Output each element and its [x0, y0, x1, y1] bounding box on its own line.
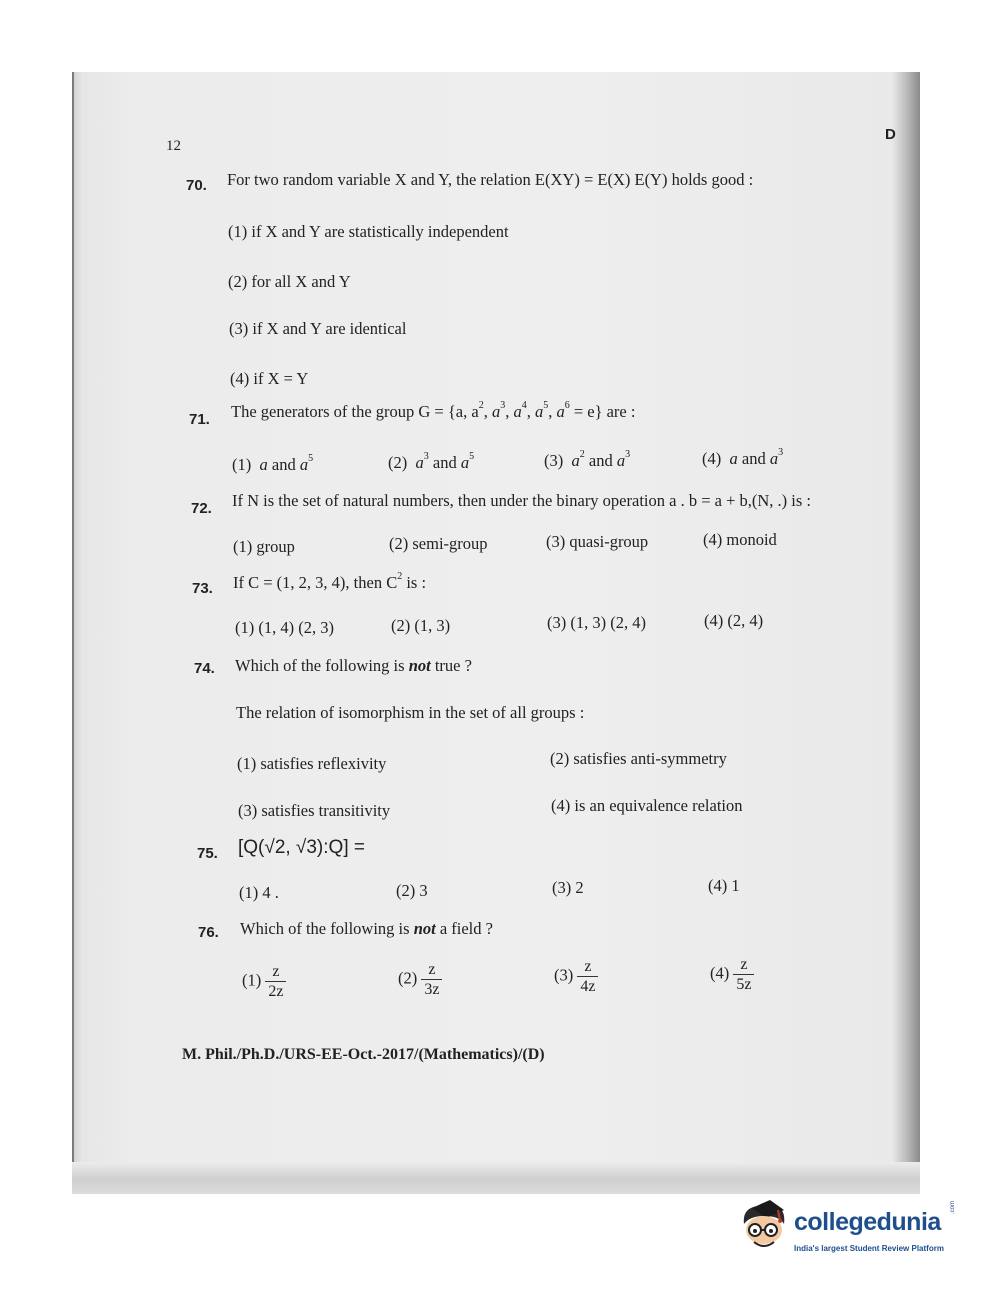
question-number: 74. [194, 660, 215, 677]
question-text [235, 656, 472, 676]
question-text-part: is : [402, 573, 427, 592]
question-text-part: true ? [430, 656, 472, 675]
option-label: (3) [554, 965, 574, 985]
emphasis: not [408, 656, 431, 675]
option-label: (1) [232, 455, 252, 474]
option: (1) (1, 4) (2, 3) [235, 618, 334, 637]
option: (1) if X and Y are statistically independent [228, 222, 509, 241]
page-number: 12 [166, 138, 181, 154]
option [710, 955, 754, 994]
set-code: D [885, 126, 896, 143]
option: (2) $a^3$ and $a^5$ [388, 451, 475, 472]
brand-logo[interactable] [734, 1198, 964, 1262]
option: (4) 1 [708, 876, 740, 895]
option-label: (3) [544, 451, 564, 470]
question-text-part: = e} are : [569, 402, 636, 421]
denominator: 2z [268, 983, 284, 1000]
option: (4) if X = Y [230, 369, 309, 388]
question-subtext: The relation of isomorphism in the set of all groups : [236, 703, 585, 722]
numerator: z [421, 960, 442, 980]
option: (2) 3 [396, 881, 428, 900]
question-number: 75. [197, 845, 218, 862]
option: (3) satisfies transitivity [238, 801, 391, 820]
question-text: For two random variable X and Y, the relation E(XY) = E(X) E(Y) holds good : [227, 170, 754, 189]
question-number: 76. [198, 924, 219, 941]
option: (2) satisfies anti-symmetry [550, 749, 727, 768]
option: (4) monoid [703, 530, 777, 549]
option: (4) (2, 4) [704, 611, 764, 630]
option: (3) 2 [552, 878, 584, 897]
option [242, 962, 286, 1001]
denominator: 3z [424, 981, 440, 998]
denominator: 5z [736, 976, 752, 993]
option: (4) a and $a^3$ [702, 447, 784, 468]
question-text-part: If C = (1, 2, 3, 4), then C [233, 573, 398, 592]
fraction [421, 960, 442, 999]
option-label: (4) [710, 963, 730, 983]
option-label: (2) [398, 968, 418, 988]
option-label: (1) [242, 970, 262, 990]
option: (1) a and $a^5$ [232, 453, 314, 474]
denominator: 4z [580, 978, 596, 995]
mascot-icon [734, 1198, 792, 1258]
exam-footer: M. Phil./Ph.D./URS-EE-Oct.-2017/(Mathematics)/(D) [182, 1046, 545, 1063]
emphasis: not [413, 919, 436, 938]
superscript: 2 [397, 571, 403, 582]
option: (2) for all X and Y [228, 272, 351, 291]
option-label: (4) [702, 449, 722, 468]
option: (1) 4 . [239, 883, 279, 902]
option: (3) if X and Y are identical [229, 319, 407, 338]
question-text: [Q(√2, √3):Q] = [238, 837, 365, 858]
question-text-part: The generators of the group G = {a, a [231, 402, 479, 421]
option: (3) quasi-group [546, 532, 649, 551]
option [398, 960, 442, 999]
option: (1) group [233, 537, 295, 556]
question-number: 71. [189, 411, 210, 428]
fraction [265, 962, 286, 1001]
scan-edge [72, 72, 74, 1194]
numerator: z [265, 962, 286, 982]
option [554, 957, 598, 996]
fraction [733, 955, 754, 994]
question-text [240, 919, 493, 939]
question-text: The generators of the group G = {a, $a^2$, $a^3$, $a^4$, $a^5$, $a^6 = e$} are : [231, 400, 636, 421]
question-text-part: a field ? [435, 919, 493, 938]
scan-shadow [72, 1162, 920, 1194]
brand-tld: .com [950, 1200, 956, 1214]
option: (3) $a^2$ and $a^3$ [544, 449, 631, 470]
question-number: 72. [191, 500, 212, 517]
numerator: z [733, 955, 754, 975]
question-text [233, 573, 426, 593]
option: (3) (1, 3) (2, 4) [547, 613, 646, 632]
option: (1) satisfies reflexivity [237, 754, 387, 773]
brand-tagline: India's largest Student Review Platform [794, 1244, 944, 1253]
question-number: 70. [186, 177, 207, 194]
question-number: 73. [192, 580, 213, 597]
option: (2) semi-group [389, 534, 488, 553]
brand-name: collegedunia [794, 1208, 941, 1236]
numerator: z [577, 957, 598, 977]
fraction [577, 957, 598, 996]
question-text-part: Which of the following is [240, 919, 414, 938]
option: (4) is an equivalence relation [551, 796, 743, 815]
question-text: If N is the set of natural numbers, then under the binary operation a . b = a + b,(N, .) is : [232, 491, 811, 510]
option-label: (2) [388, 453, 408, 472]
option: (2) (1, 3) [391, 616, 451, 635]
question-text-part: Which of the following is [235, 656, 409, 675]
